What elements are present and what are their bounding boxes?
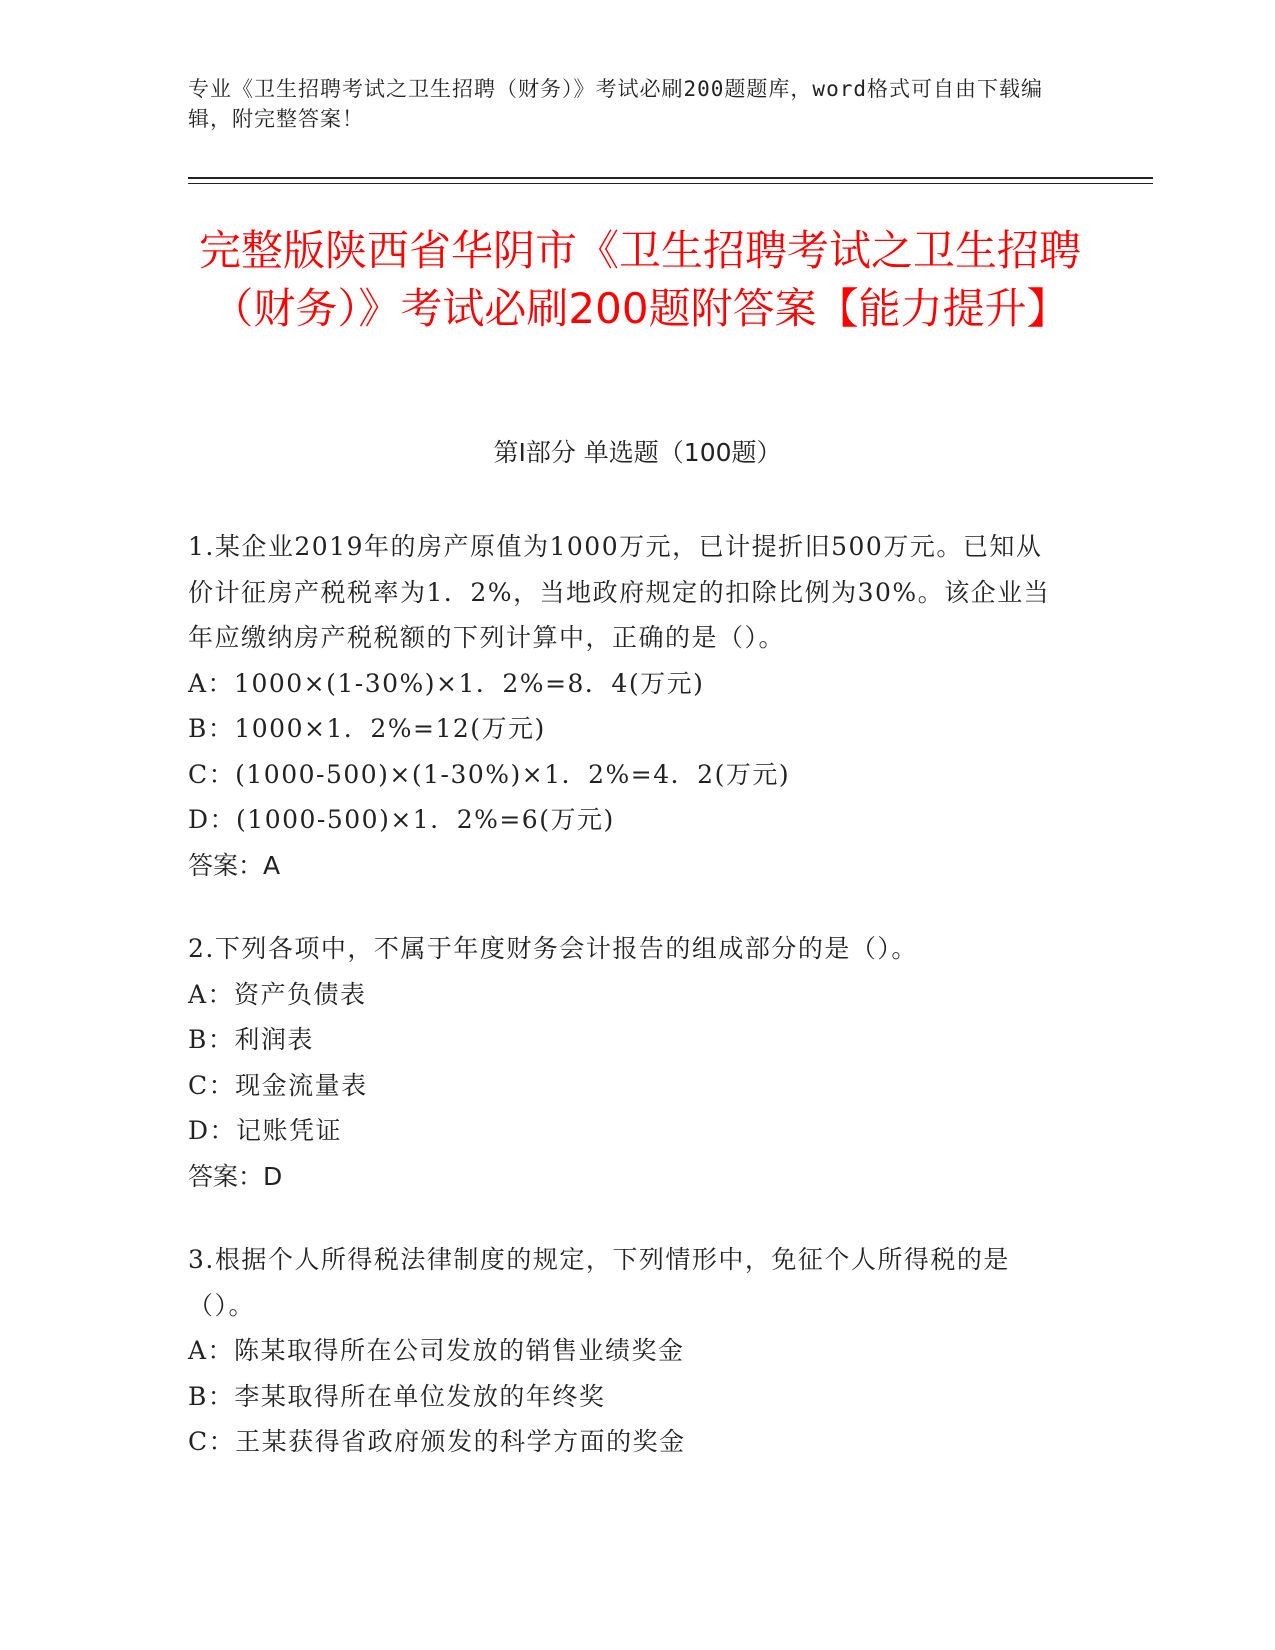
- header-note: 专业《卫生招聘考试之卫生招聘（财务）》考试必刷200题题库，word格式可自由下载编辑，附完整答案！: [188, 77, 1043, 131]
- option-d: D：记账凭证: [188, 1116, 343, 1145]
- option-b: B：利润表: [188, 1025, 314, 1054]
- answer: 答案：A: [188, 850, 281, 880]
- question-stem: 1.某企业2019年的房产原值为1000万元，已计提折旧500万元。已知从价计征房产税税率为1．2%，当地政府规定的扣除比例为30%。该企业当年应缴纳房产税税额的下列计算中，正确的是（）。: [188, 532, 1051, 652]
- question-stem: 2.下列各项中，不属于年度财务会计报告的组成部分的是（）。: [188, 934, 918, 963]
- question-stem: 3.根据个人所得税法律制度的规定，下列情形中，免征个人所得税的是（）。: [188, 1245, 1010, 1320]
- option-c: C：王某获得省政府颁发的科学方面的奖金: [188, 1427, 686, 1456]
- option-a: A：1000×(1-30%)×1．2%=8．4(万元): [188, 668, 705, 698]
- question-3: [188, 1237, 1068, 1465]
- question-1: [188, 524, 1068, 888]
- option-d: D：(1000-500)×1．2%=6(万元): [188, 805, 615, 834]
- option-b: B：李某取得所在单位发放的年终奖: [188, 1381, 606, 1411]
- option-a: A：陈某取得所在公司发放的销售业绩奖金: [188, 1336, 685, 1365]
- document-title: 完整版陕西省华阴市《卫生招聘考试之卫生招聘（财务）》考试必刷200题附答案【能力提升】: [198, 226, 1081, 333]
- answer: 答案：D: [188, 1161, 283, 1191]
- question-2: [188, 926, 1068, 1199]
- option-a: A：资产负债表: [188, 979, 367, 1009]
- section-title: 第I部分 单选题（100题）: [493, 438, 782, 467]
- header-divider-thick: [188, 177, 1153, 179]
- option-c: C：(1000-500)×(1-30%)×1．2%=4．2(万元): [188, 759, 791, 789]
- header-divider-thin: [188, 183, 1153, 184]
- option-c: C：现金流量表: [188, 1070, 368, 1100]
- question-list: [188, 524, 1068, 1503]
- option-b: B：1000×1．2%=12(万元): [188, 714, 546, 743]
